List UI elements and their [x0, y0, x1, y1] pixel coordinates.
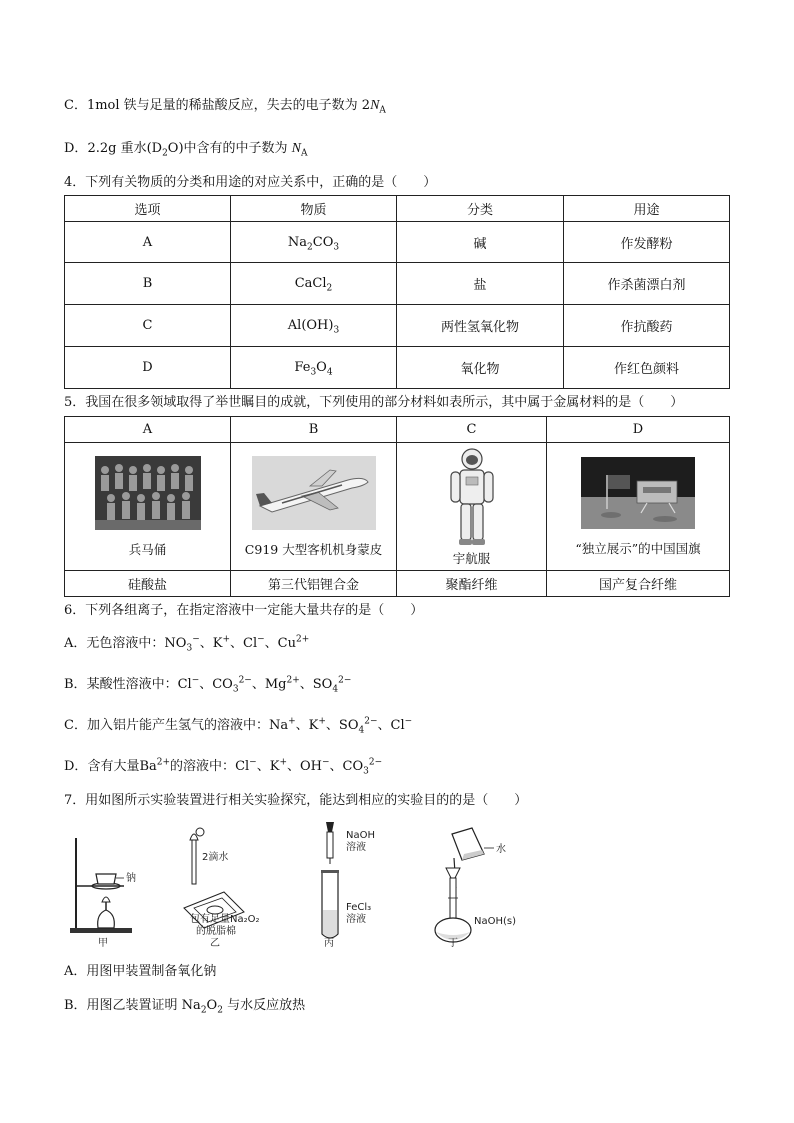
q5-cell-d [547, 443, 730, 571]
q4-cell-option: B [65, 263, 231, 305]
q4-cell-class: 盐 [397, 263, 564, 305]
label-sodium: 钠 [126, 873, 136, 884]
label-bing: 丙 [324, 938, 334, 948]
label-jia: 甲 [98, 938, 108, 948]
label-two-drops-water: 2滴水 [202, 852, 229, 863]
q4-cell-class: 氧化物 [397, 347, 564, 389]
moon-flag-image [581, 457, 695, 529]
q4-cell-substance: CaCl$_2$ [231, 263, 397, 305]
apparatus-bing [321, 822, 375, 948]
terracotta-warriors-image [95, 456, 201, 530]
q5-header-row [65, 417, 730, 443]
label-yi: 乙 [210, 938, 220, 948]
q5-header-b: B [231, 417, 397, 443]
q5-table [64, 416, 730, 597]
q4-header-class: 分类 [397, 196, 564, 222]
q4-row-c [65, 305, 730, 347]
q5-caption-b: C919 大型客机机身蒙皮 [244, 541, 383, 557]
q7-stem: 7．用如图所示实验装置进行相关实验探究，能达到相应的实验目的的是（ ） [64, 793, 528, 808]
q4-cell-option: A [65, 222, 231, 263]
q5-caption-c: 宇航服 [452, 550, 491, 566]
q7-option-b: B．用图乙装置证明 $Na_2O_2$ 与水反应放热 [64, 998, 306, 1016]
q5-header-d: D [547, 417, 730, 443]
q5-cell-c [397, 443, 547, 571]
q7-option-a: A．用图甲装置制备氧化钠 [64, 964, 217, 979]
q4-header-option: 选项 [65, 196, 231, 222]
q5-stem: 5．我国在很多领域取得了举世瞩目的成就，下列使用的部分材料如表所示，其中属于金属材料的是（ ） [64, 395, 684, 410]
q4-cell-class: 碱 [397, 222, 564, 263]
q4-cell-use: 作发酵粉 [564, 222, 730, 263]
q5-material-a: 硅酸盐 [65, 571, 231, 597]
q4-cell-option: C [65, 305, 231, 347]
q5-material-b: 第三代铝锂合金 [231, 571, 397, 597]
apparatus-ding [435, 828, 516, 948]
q5-caption-a: 兵马俑 [128, 541, 167, 557]
q5-cell-a [65, 443, 231, 571]
q3-option-c: C．1mol 铁与足量的稀盐酸反应，失去的电子数为 $2N_A$ [64, 98, 386, 116]
label-naoh-solid: NaOH(s) [474, 916, 517, 927]
label-fecl3-solution: 溶液 [346, 914, 366, 925]
q4-stem: 4．下列有关物质的分类和用途的对应关系中，正确的是（ ） [64, 175, 437, 190]
q6-option-a: A．无色溶液中：$NO_3^-$、K+、Cl−、$Cu^{2+}$ [64, 634, 310, 654]
q4-header-row [65, 196, 730, 222]
label-na2o2-cotton-2: 的脱脂棉 [196, 926, 236, 937]
q4-cell-use: 作杀菌漂白剂 [564, 263, 730, 305]
q4-header-use: 用途 [564, 196, 730, 222]
q5-header-c: C [397, 417, 547, 443]
label-naoh-solution: 溶液 [346, 842, 366, 853]
q6-stem: 6．下列各组离子，在指定溶液中一定能大量共存的是（ ） [64, 603, 424, 618]
q4-cell-use: 作红色颜料 [564, 347, 730, 389]
q6-option-d: D．含有大量$Ba^{2+}$的溶液中：Cl−、K+、OH−、$CO_3^{2-}$ [64, 757, 383, 777]
q4-header-substance: 物质 [231, 196, 397, 222]
q4-cell-class: 两性氢氧化物 [397, 305, 564, 347]
q4-cell-substance: $Fe_3O_4$ [231, 347, 397, 389]
apparatus-yi [184, 828, 260, 948]
label-water: 水 [496, 844, 506, 855]
label-na2o2-cotton-1: 包有足量Na₂O₂ [190, 914, 260, 925]
apparatus-jia [70, 838, 136, 948]
q4-cell-option: D [65, 347, 231, 389]
q4-cell-substance: $Na_2CO_3$ [231, 222, 397, 263]
spacesuit-image [447, 447, 497, 547]
q3-option-d: D．2.2g 重水$(D_2O)$中含有的中子数为 $N_A$ [64, 141, 308, 159]
label-fecl3: FeCl₃ [346, 902, 372, 913]
q4-table [64, 195, 730, 389]
q7-apparatus-figure [64, 818, 544, 948]
q5-material-c: 聚酯纤维 [397, 571, 547, 597]
q5-image-row [65, 443, 730, 571]
q5-material-row [65, 571, 730, 597]
q6-option-c: C．加入铝片能产生氢气的溶液中：Na+、K+、$SO_4^{2-}$、Cl− [64, 716, 413, 736]
q5-header-a: A [65, 417, 231, 443]
airplane-image [252, 456, 376, 530]
q4-row-b [65, 263, 730, 305]
q5-material-d: 国产复合纤维 [547, 571, 730, 597]
label-naoh: NaOH [346, 830, 375, 841]
q4-cell-substance: $Al(OH)_3$ [231, 305, 397, 347]
q4-row-d [65, 347, 730, 389]
q5-cell-b [231, 443, 397, 571]
q4-cell-use: 作抗酸药 [564, 305, 730, 347]
q6-option-b: B．某酸性溶液中：Cl−、$CO_3^{2-}$、$Mg^{2+}$、$SO_4^{2-}$ [64, 675, 352, 695]
label-ding: 丁 [448, 938, 458, 948]
q5-caption-d: “独立展示”的中国国旗 [575, 540, 701, 556]
q4-row-a [65, 222, 730, 263]
